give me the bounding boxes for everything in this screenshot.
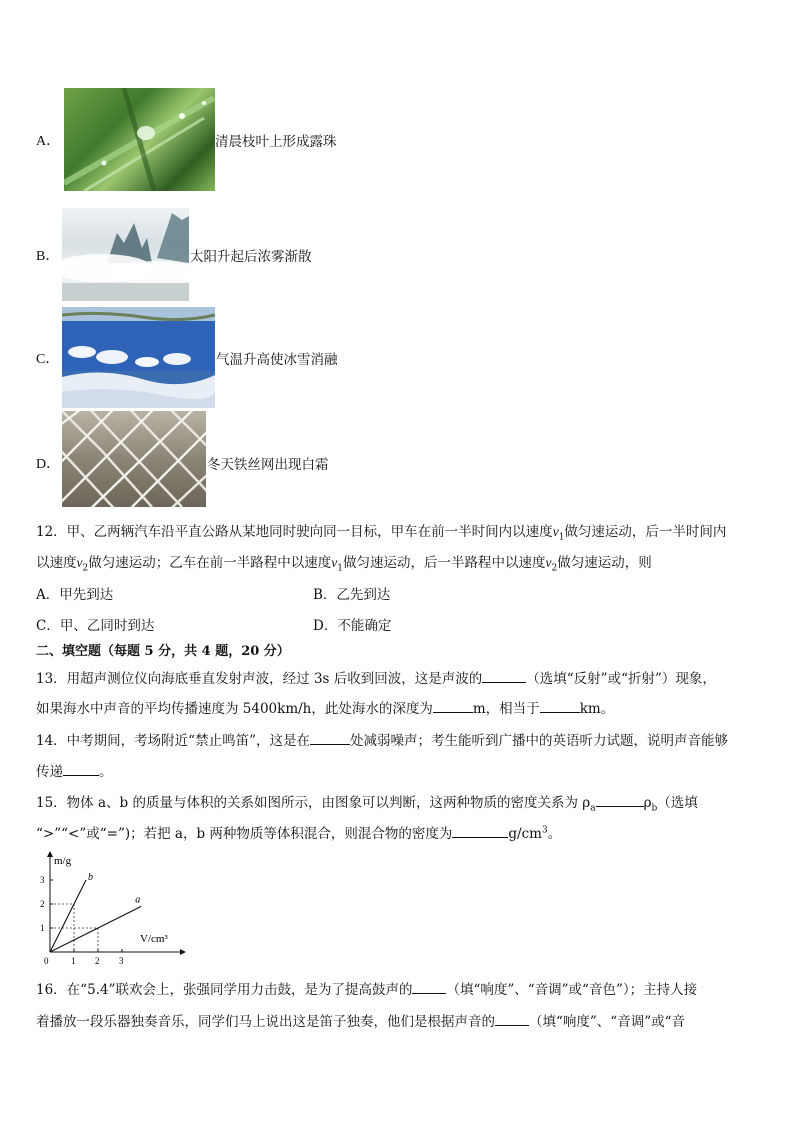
q16-line-2: [36, 1010, 685, 1030]
dew-leaf-photo: [64, 88, 215, 191]
option-d-letter: D．: [36, 457, 61, 472]
melting-snow-photo: [62, 307, 215, 408]
q14-text-1a: 14．中考期间，考场附近“禁止鸣笛”，这是在: [36, 733, 310, 749]
q15-text-2a: “>”“<”或“=”)；若把 a，b 两种物质等体积混合，则混合物的密度为: [36, 826, 453, 842]
q15-line-2: [36, 822, 561, 842]
q14-line-2: [36, 760, 113, 780]
q12-text-1b: 做匀速运动，后一半时间内: [564, 524, 727, 540]
answer-blank[interactable]: [540, 700, 580, 713]
q12-line-2: [36, 551, 652, 574]
option-b-text: 太阳升起后浓雾渐散: [190, 249, 312, 265]
q12-text-2d: 做匀速运动，则: [557, 555, 652, 571]
series-line-b: [50, 880, 86, 952]
answer-blank[interactable]: [433, 700, 473, 713]
q16-line-1: [36, 978, 697, 998]
q14-text-1b: 处减弱噪声；考生能听到广播中的英语听力试题，说明声音能够: [349, 733, 728, 749]
section-heading: 二、填空题（每题 5 分，共 4 题，20 分）: [36, 644, 290, 659]
series-label-b: b: [88, 872, 93, 883]
q13-text-1b: （选填“反射”或“折射”）现象，: [526, 671, 716, 687]
q12-text-1: 12．甲、乙两辆汽车沿平直公路从某地同时驶向同一目标，甲车在前一半时间内以速度: [36, 524, 553, 540]
q16-text-2b: （填“响度”、“音调”或“音: [529, 1014, 686, 1030]
x-tick-label-1: 1: [71, 956, 76, 966]
q12-option-d: D．不能确定: [313, 618, 392, 634]
option-d-text: 冬天铁丝网出现白霜: [207, 457, 329, 473]
frost-wire-photo: [62, 411, 206, 507]
q16-text-1a: 16．在“5.4”联欢会上，张强同学用力击鼓，是为了提高鼓声的: [36, 982, 413, 998]
answer-blank[interactable]: [310, 732, 350, 745]
q12-option-b: B．乙先到达: [313, 587, 391, 603]
subscript-b: b: [651, 803, 658, 814]
rho-symbol: ρ: [643, 795, 652, 811]
y-tick-label-2: 2: [40, 899, 45, 909]
q13-text-2b: m，相当于: [472, 701, 540, 717]
answer-blank[interactable]: [495, 1013, 529, 1026]
q12-text-2a: 以速度: [36, 555, 77, 571]
q15-text-2b: g/cm: [508, 826, 542, 842]
fog-mountain-drawing: [62, 208, 189, 301]
answer-blank[interactable]: [452, 825, 508, 838]
v-symbol: v: [552, 524, 559, 539]
y-tick-label-3: 3: [40, 875, 45, 885]
subscript-a: a: [590, 803, 596, 814]
q16-text-2a: 着播放一段乐器独奏音乐，同学们马上说出这是笛子独奏，他们是根据声音的: [36, 1014, 495, 1030]
q14-text-2b: 。: [99, 764, 113, 780]
q12-option-c: C．甲、乙同时到达: [36, 618, 155, 634]
q13-text-2a: 如果海水中声音的平均传播速度为 5400km/h，此处海水的深度为: [36, 701, 433, 717]
subscript-1: 1: [558, 532, 565, 543]
q15-text-1b: （选填: [657, 795, 698, 811]
q16-text-1b: （填“响度”、“音调”或“音色”）；主持人接: [446, 982, 698, 998]
q13-line-2: [36, 697, 614, 717]
y-axis-label: m/g: [54, 855, 72, 867]
q13-text-1a: 13．用超声测位仪向海底垂直发射声波，经过 3s 后收到回波，这是声波的: [36, 671, 483, 687]
q14-text-2a: 传递: [36, 764, 63, 780]
q15-line-1: [36, 791, 698, 814]
x-tick-label-2: 2: [95, 956, 100, 966]
series-line-a: [50, 906, 141, 952]
q13-line-1: [36, 667, 716, 687]
q13-text-2c: km。: [579, 701, 615, 717]
dew-leaf-drawing: [64, 88, 215, 191]
option-c-letter: C．: [36, 352, 60, 367]
subscript-1: 1: [337, 563, 343, 574]
answer-blank[interactable]: [412, 981, 446, 994]
superscript-3: 3: [541, 825, 548, 836]
option-a-letter: A．: [36, 134, 61, 149]
subscript-2: 2: [551, 563, 558, 574]
subscript-2: 2: [82, 563, 89, 574]
q15-text-2c: 。: [547, 826, 562, 842]
mass-volume-chart: [30, 848, 190, 970]
y-tick-label-1: 1: [40, 923, 45, 933]
option-a-text: 清晨枝叶上形成露珠: [215, 134, 337, 150]
fog-mountain-photo: [62, 208, 189, 301]
q14-line-1: [36, 729, 728, 749]
x-axis-label: V/cm³: [140, 933, 168, 945]
x-tick-label-3: 3: [119, 956, 124, 966]
series-label-a: a: [135, 894, 141, 906]
v-symbol: v: [76, 555, 83, 570]
q12-text-2b: 做匀速运动；乙车在前一半路程中以速度: [88, 555, 332, 571]
v-symbol: v: [331, 555, 338, 570]
option-b-letter: B．: [36, 249, 60, 264]
melting-snow-drawing: [62, 307, 215, 408]
q12-line-1: [36, 520, 726, 543]
q12-text-2c: 做匀速运动，后一半路程中以速度: [342, 555, 546, 571]
answer-blank[interactable]: [596, 794, 644, 807]
answer-blank[interactable]: [63, 763, 99, 776]
frost-wire-drawing: [62, 411, 206, 507]
q12-option-a: A．甲先到达: [36, 587, 114, 603]
option-c-text: 气温升高使冰雪消融: [216, 352, 338, 368]
v-symbol: v: [545, 555, 552, 570]
origin-label: 0: [44, 956, 49, 966]
q15-text-1a: 15．物体 a、b 的质量与体积的关系如图所示，由图象可以判断，这两种物质的密度关系为 ρ: [36, 795, 591, 811]
answer-blank[interactable]: [482, 670, 526, 683]
